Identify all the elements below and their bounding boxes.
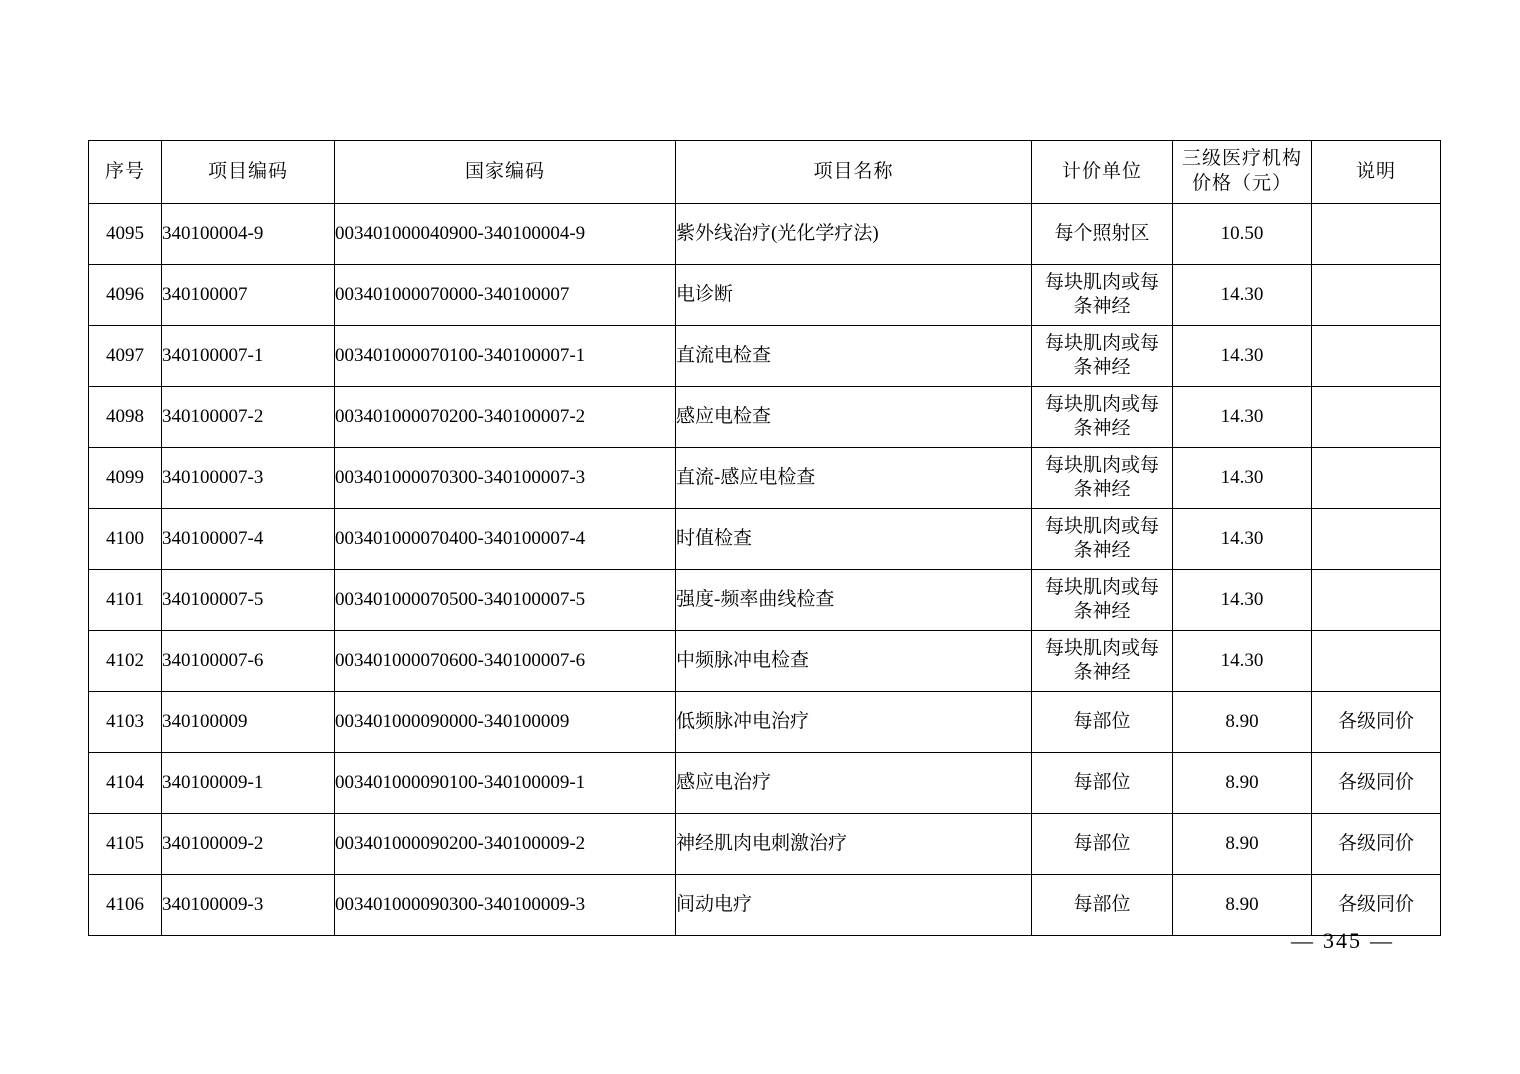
column-header-price-line1: 三级医疗机构 (1181, 148, 1302, 170)
cell-unit-line1: 每块肌肉或每 (1044, 332, 1159, 354)
cell-unit-line1: 每部位 (1073, 832, 1131, 854)
cell-unit-line2: 条神经 (1073, 540, 1131, 561)
cell-note (1312, 326, 1441, 387)
cell-unit-line1: 每块肌肉或每 (1044, 454, 1159, 476)
cell-price: 14.30 (1173, 631, 1312, 692)
cell-seq: 4098 (89, 387, 162, 448)
cell-unit-line2: 条神经 (1073, 296, 1131, 317)
cell-unit (1032, 875, 1173, 936)
cell-price: 14.30 (1173, 326, 1312, 387)
column-header-price-line2: 价格（元） (1191, 173, 1292, 194)
cell-unit (1032, 387, 1173, 448)
cell-price: 14.30 (1173, 448, 1312, 509)
cell-unit-line1: 每块肌肉或每 (1044, 515, 1159, 537)
page-number-suffix-dash: — (1370, 928, 1394, 953)
cell-seq: 4103 (89, 692, 162, 753)
cell-item-name: 电诊断 (676, 265, 1032, 326)
cell-note (1312, 387, 1441, 448)
cell-seq: 4101 (89, 570, 162, 631)
column-header-unit: 计价单位 (1032, 141, 1173, 204)
cell-note: 各级同价 (1312, 753, 1441, 814)
cell-item-code: 340100007 (162, 265, 335, 326)
cell-unit-line1: 每部位 (1073, 771, 1131, 793)
cell-note (1312, 631, 1441, 692)
cell-seq: 4100 (89, 509, 162, 570)
cell-price: 14.30 (1173, 387, 1312, 448)
cell-price: 14.30 (1173, 570, 1312, 631)
cell-unit-line2: 条神经 (1073, 479, 1131, 500)
cell-unit (1032, 753, 1173, 814)
cell-note (1312, 204, 1441, 265)
cell-national-code: 003401000070300-340100007-3 (335, 448, 676, 509)
cell-item-code: 340100009-2 (162, 814, 335, 875)
cell-item-name: 强度-频率曲线检查 (676, 570, 1032, 631)
cell-seq: 4105 (89, 814, 162, 875)
table-row (89, 814, 1441, 875)
table-row (89, 448, 1441, 509)
cell-national-code: 003401000090100-340100009-1 (335, 753, 676, 814)
cell-note: 各级同价 (1312, 692, 1441, 753)
cell-item-name: 低频脉冲电治疗 (676, 692, 1032, 753)
cell-seq: 4096 (89, 265, 162, 326)
cell-unit-line1: 每块肌肉或每 (1044, 271, 1159, 293)
table-row (89, 631, 1441, 692)
table-row (89, 875, 1441, 936)
cell-item-code: 340100009 (162, 692, 335, 753)
cell-price: 8.90 (1173, 753, 1312, 814)
cell-item-name: 直流-感应电检查 (676, 448, 1032, 509)
cell-note: 各级同价 (1312, 814, 1441, 875)
cell-unit (1032, 509, 1173, 570)
cell-item-name: 直流电检查 (676, 326, 1032, 387)
cell-item-code: 340100007-1 (162, 326, 335, 387)
cell-price: 8.90 (1173, 814, 1312, 875)
cell-national-code: 003401000090200-340100009-2 (335, 814, 676, 875)
cell-unit-line1: 每块肌肉或每 (1044, 393, 1159, 415)
cell-unit-line2: 条神经 (1073, 601, 1131, 622)
table-body (89, 204, 1441, 936)
cell-national-code: 003401000070000-340100007 (335, 265, 676, 326)
table-row (89, 509, 1441, 570)
column-header-item-name: 项目名称 (676, 141, 1032, 204)
cell-unit-line1: 每部位 (1073, 710, 1131, 732)
cell-item-name: 中频脉冲电检查 (676, 631, 1032, 692)
cell-item-code: 340100004-9 (162, 204, 335, 265)
page-number-value: 345 (1323, 928, 1362, 953)
cell-item-name: 间动电疗 (676, 875, 1032, 936)
cell-price: 14.30 (1173, 509, 1312, 570)
cell-price: 8.90 (1173, 875, 1312, 936)
cell-national-code: 003401000070100-340100007-1 (335, 326, 676, 387)
cell-note (1312, 509, 1441, 570)
medical-price-table (88, 140, 1441, 936)
cell-unit (1032, 265, 1173, 326)
cell-seq: 4095 (89, 204, 162, 265)
table-row (89, 326, 1441, 387)
cell-unit (1032, 326, 1173, 387)
cell-price: 8.90 (1173, 692, 1312, 753)
table-row (89, 570, 1441, 631)
cell-national-code: 003401000070500-340100007-5 (335, 570, 676, 631)
table-row (89, 265, 1441, 326)
cell-note (1312, 448, 1441, 509)
price-table-container (88, 140, 1433, 936)
cell-unit (1032, 570, 1173, 631)
cell-national-code: 003401000040900-340100004-9 (335, 204, 676, 265)
column-header-item-code: 项目编码 (162, 141, 335, 204)
table-header (89, 141, 1441, 204)
cell-item-code: 340100007-2 (162, 387, 335, 448)
cell-note (1312, 570, 1441, 631)
cell-note: 各级同价 (1312, 875, 1441, 936)
cell-unit-line2: 条神经 (1073, 418, 1131, 439)
cell-national-code: 003401000070400-340100007-4 (335, 509, 676, 570)
cell-unit (1032, 204, 1173, 265)
column-header-note: 说明 (1312, 141, 1441, 204)
cell-unit-line2: 条神经 (1073, 357, 1131, 378)
cell-item-name: 感应电治疗 (676, 753, 1032, 814)
cell-national-code: 003401000090000-340100009 (335, 692, 676, 753)
table-header-row (89, 141, 1441, 204)
cell-item-code: 340100007-5 (162, 570, 335, 631)
cell-item-name: 时值检查 (676, 509, 1032, 570)
cell-unit-line1: 每部位 (1073, 893, 1131, 915)
column-header-national-code: 国家编码 (335, 141, 676, 204)
page-number (1283, 928, 1402, 954)
cell-note (1312, 265, 1441, 326)
cell-unit-line2: 条神经 (1073, 662, 1131, 683)
cell-unit (1032, 448, 1173, 509)
cell-national-code: 003401000070600-340100007-6 (335, 631, 676, 692)
cell-national-code: 003401000070200-340100007-2 (335, 387, 676, 448)
cell-unit (1032, 631, 1173, 692)
column-header-seq: 序号 (89, 141, 162, 204)
table-row (89, 204, 1441, 265)
cell-unit (1032, 692, 1173, 753)
cell-seq: 4099 (89, 448, 162, 509)
cell-price: 10.50 (1173, 204, 1312, 265)
cell-national-code: 003401000090300-340100009-3 (335, 875, 676, 936)
cell-item-code: 340100009-1 (162, 753, 335, 814)
cell-item-name: 感应电检查 (676, 387, 1032, 448)
cell-unit (1032, 814, 1173, 875)
cell-item-name: 神经肌肉电刺激治疗 (676, 814, 1032, 875)
cell-unit-line1: 每块肌肉或每 (1044, 576, 1159, 598)
cell-seq: 4104 (89, 753, 162, 814)
cell-item-code: 340100007-4 (162, 509, 335, 570)
cell-item-code: 340100007-3 (162, 448, 335, 509)
column-header-price (1173, 141, 1312, 204)
cell-price: 14.30 (1173, 265, 1312, 326)
cell-seq: 4102 (89, 631, 162, 692)
table-row (89, 753, 1441, 814)
page-number-prefix-dash: — (1291, 928, 1315, 953)
table-row (89, 387, 1441, 448)
table-row (89, 692, 1441, 753)
cell-seq: 4097 (89, 326, 162, 387)
cell-item-code: 340100007-6 (162, 631, 335, 692)
cell-unit-line1: 每个照射区 (1054, 222, 1150, 244)
cell-item-name: 紫外线治疗(光化学疗法) (676, 204, 1032, 265)
cell-item-code: 340100009-3 (162, 875, 335, 936)
cell-seq: 4106 (89, 875, 162, 936)
cell-unit-line1: 每块肌肉或每 (1044, 637, 1159, 659)
